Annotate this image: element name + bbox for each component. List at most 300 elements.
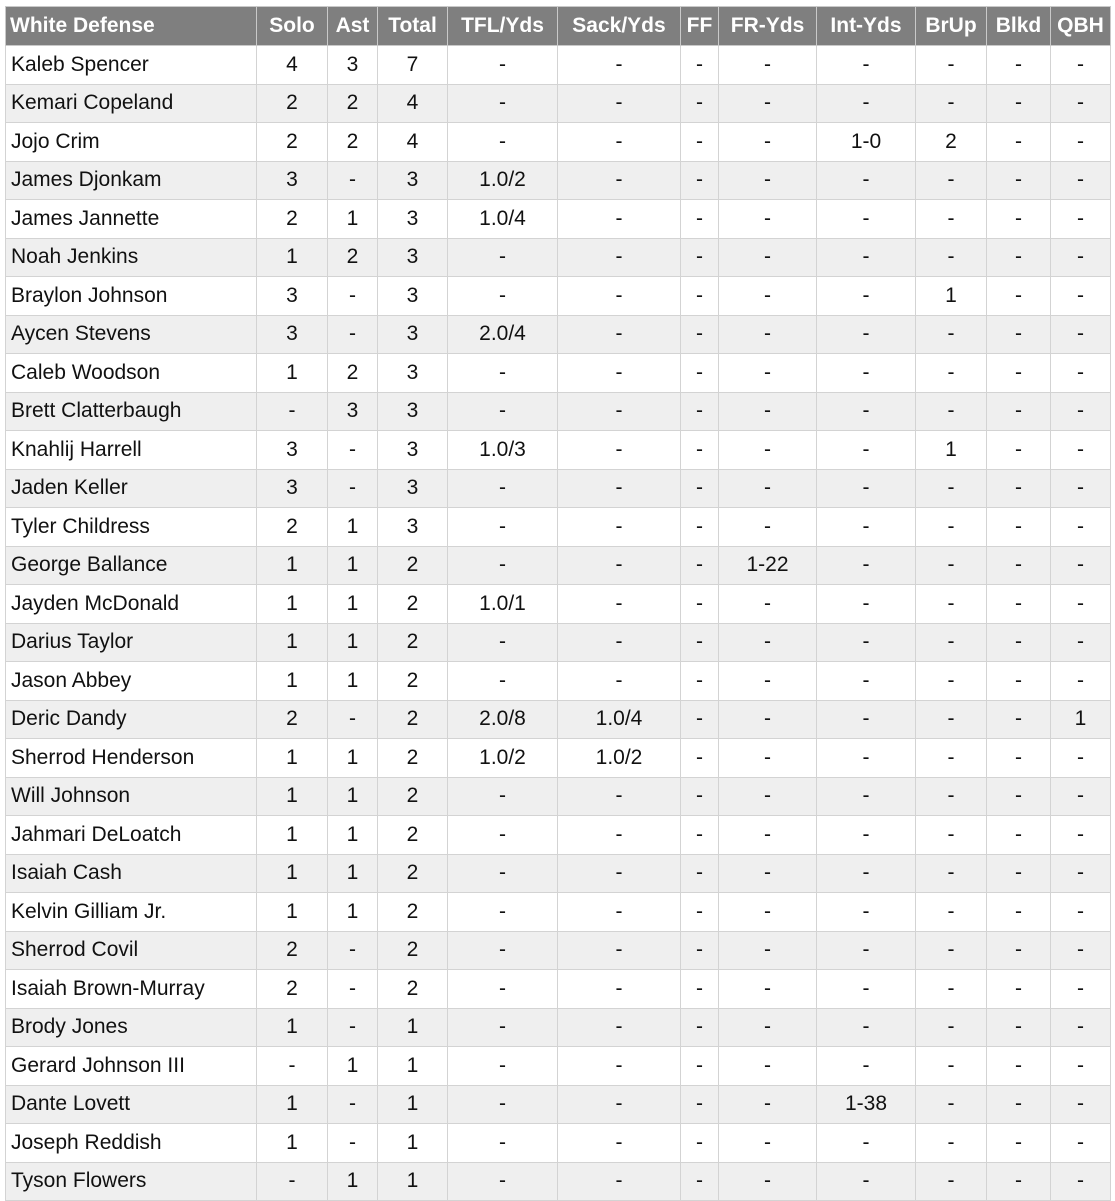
stat-cell: 2	[378, 816, 448, 855]
table-row	[6, 277, 1111, 316]
stat-cell: 4	[378, 84, 448, 123]
stat-cell: 1	[328, 546, 378, 585]
table-row	[6, 315, 1111, 354]
column-header: Solo	[257, 7, 328, 46]
stat-cell: -	[719, 46, 817, 85]
stat-cell: 2	[378, 662, 448, 701]
stat-cell: -	[719, 777, 817, 816]
stat-cell: -	[916, 161, 987, 200]
table-row	[6, 662, 1111, 701]
stat-cell: -	[448, 662, 558, 701]
table-row	[6, 854, 1111, 893]
stat-cell: 3	[257, 469, 328, 508]
stat-cell: -	[558, 777, 681, 816]
stat-cell: -	[987, 315, 1051, 354]
table-row	[6, 1047, 1111, 1086]
stat-cell: -	[681, 970, 719, 1009]
stat-cell: -	[817, 84, 916, 123]
stat-cell: -	[719, 431, 817, 470]
stat-cell: -	[1051, 508, 1111, 547]
stat-cell: 3	[328, 46, 378, 85]
stat-cell: -	[448, 277, 558, 316]
table-row	[6, 508, 1111, 547]
stat-cell: 2	[378, 931, 448, 970]
stat-cell: -	[681, 623, 719, 662]
stat-cell: 2.0/8	[448, 700, 558, 739]
stat-cell: -	[817, 931, 916, 970]
stat-cell: -	[448, 46, 558, 85]
stat-cell: -	[719, 854, 817, 893]
stat-cell: -	[681, 739, 719, 778]
table-row	[6, 585, 1111, 624]
player-name-cell: Joseph Reddish	[6, 1124, 257, 1163]
stat-cell: -	[448, 238, 558, 277]
stat-cell: -	[1051, 1085, 1111, 1124]
stat-cell: -	[681, 84, 719, 123]
column-header: Blkd	[987, 7, 1051, 46]
stat-cell: 3	[257, 315, 328, 354]
stat-cell: -	[719, 123, 817, 162]
table-row	[6, 84, 1111, 123]
stat-cell: -	[817, 1124, 916, 1163]
stat-cell: -	[448, 893, 558, 932]
stat-cell: 1	[1051, 700, 1111, 739]
stat-cell: 1	[378, 1047, 448, 1086]
stat-cell: -	[681, 392, 719, 431]
stat-cell: -	[987, 662, 1051, 701]
stat-cell: -	[448, 508, 558, 547]
stat-cell: -	[448, 84, 558, 123]
stat-cell: 1	[378, 1008, 448, 1047]
column-header: Total	[378, 7, 448, 46]
stat-cell: -	[987, 354, 1051, 393]
stat-cell: -	[558, 123, 681, 162]
stat-cell: -	[916, 893, 987, 932]
stat-cell: 1	[328, 854, 378, 893]
stat-cell: 1-38	[817, 1085, 916, 1124]
stat-cell: -	[328, 431, 378, 470]
stat-cell: -	[328, 469, 378, 508]
stat-cell: 2	[257, 84, 328, 123]
stat-cell: -	[681, 700, 719, 739]
stat-cell: -	[719, 816, 817, 855]
stat-cell: 1	[328, 585, 378, 624]
stat-cell: -	[719, 970, 817, 1009]
stat-cell: -	[719, 84, 817, 123]
table-row	[6, 392, 1111, 431]
stat-cell: -	[987, 777, 1051, 816]
stat-cell: 1.0/2	[558, 739, 681, 778]
stat-cell: 1	[257, 777, 328, 816]
stat-cell: -	[558, 277, 681, 316]
stat-cell: -	[916, 1008, 987, 1047]
stat-cell: 1	[257, 1008, 328, 1047]
stat-cell: -	[817, 816, 916, 855]
stat-cell: -	[916, 1124, 987, 1163]
stat-cell: -	[328, 1008, 378, 1047]
stat-cell: -	[558, 1124, 681, 1163]
stat-cell: -	[817, 315, 916, 354]
stat-cell: -	[1051, 84, 1111, 123]
stat-cell: -	[719, 277, 817, 316]
stat-cell: -	[817, 46, 916, 85]
table-row	[6, 238, 1111, 277]
column-header: FR-Yds	[719, 7, 817, 46]
stat-cell: -	[1051, 354, 1111, 393]
stat-cell: 3	[378, 238, 448, 277]
stat-cell: -	[681, 585, 719, 624]
stat-cell: -	[681, 777, 719, 816]
stat-cell: -	[719, 315, 817, 354]
stat-cell: 1	[257, 1085, 328, 1124]
player-name-cell: Dante Lovett	[6, 1085, 257, 1124]
player-name-cell: Isaiah Brown-Murray	[6, 970, 257, 1009]
stat-cell: -	[448, 1085, 558, 1124]
stat-cell: -	[817, 392, 916, 431]
stat-cell: -	[558, 1047, 681, 1086]
stat-cell: -	[558, 585, 681, 624]
stat-cell: -	[916, 816, 987, 855]
stat-cell: -	[916, 392, 987, 431]
stat-cell: -	[328, 700, 378, 739]
stat-cell: -	[448, 1047, 558, 1086]
stat-cell: -	[681, 816, 719, 855]
player-name-cell: Kaleb Spencer	[6, 46, 257, 85]
stat-cell: -	[916, 315, 987, 354]
stat-cell: -	[817, 161, 916, 200]
stat-cell: 3	[378, 315, 448, 354]
stat-cell: -	[987, 46, 1051, 85]
stat-cell: 2	[257, 508, 328, 547]
stat-cell: 4	[378, 123, 448, 162]
stat-cell: -	[719, 1162, 817, 1201]
stat-cell: -	[558, 623, 681, 662]
stat-cell: 2	[378, 777, 448, 816]
stat-cell: -	[1051, 469, 1111, 508]
stat-cell: 1	[257, 739, 328, 778]
stat-cell: 1	[257, 662, 328, 701]
stat-cell: 1.0/3	[448, 431, 558, 470]
stat-cell: -	[719, 623, 817, 662]
player-name-cell: Sherrod Covil	[6, 931, 257, 970]
column-header: Sack/Yds	[558, 7, 681, 46]
table-row	[6, 161, 1111, 200]
player-name-cell: James Jannette	[6, 200, 257, 239]
stat-cell: -	[817, 777, 916, 816]
stat-cell: -	[448, 816, 558, 855]
stat-cell: 2	[378, 585, 448, 624]
table-row	[6, 469, 1111, 508]
stat-cell: -	[1051, 392, 1111, 431]
stat-cell: -	[257, 392, 328, 431]
table-row	[6, 1085, 1111, 1124]
stat-cell: 2.0/4	[448, 315, 558, 354]
stat-cell: -	[817, 277, 916, 316]
stat-cell: -	[1051, 893, 1111, 932]
stat-cell: -	[681, 1047, 719, 1086]
stat-cell: -	[558, 662, 681, 701]
header-row	[6, 7, 1111, 46]
stat-cell: -	[558, 1085, 681, 1124]
stat-cell: -	[328, 277, 378, 316]
stat-cell: 1	[916, 277, 987, 316]
stat-cell: -	[719, 392, 817, 431]
stat-cell: -	[448, 123, 558, 162]
stat-cell: 2	[257, 123, 328, 162]
column-header: Ast	[328, 7, 378, 46]
stat-cell: -	[1051, 1008, 1111, 1047]
table-row	[6, 623, 1111, 662]
stat-cell: -	[916, 84, 987, 123]
stat-cell: 1.0/2	[448, 739, 558, 778]
table-row	[6, 1162, 1111, 1201]
table-row	[6, 700, 1111, 739]
player-name-cell: Sherrod Henderson	[6, 739, 257, 778]
stat-cell: -	[1051, 431, 1111, 470]
stat-cell: -	[719, 1085, 817, 1124]
stat-cell: -	[681, 1085, 719, 1124]
stat-cell: -	[328, 931, 378, 970]
stat-cell: -	[558, 854, 681, 893]
stat-cell: 2	[328, 354, 378, 393]
stat-cell: 1-0	[817, 123, 916, 162]
stat-cell: 2	[257, 200, 328, 239]
stat-cell: -	[987, 1124, 1051, 1163]
stat-cell: -	[987, 700, 1051, 739]
stat-cell: -	[558, 1008, 681, 1047]
stat-cell: 1	[328, 893, 378, 932]
stat-cell: -	[257, 1162, 328, 1201]
stat-cell: 1	[328, 1162, 378, 1201]
stat-cell: -	[448, 1124, 558, 1163]
stat-cell: -	[1051, 315, 1111, 354]
stat-cell: -	[719, 739, 817, 778]
stat-cell: -	[558, 816, 681, 855]
stat-cell: 1	[328, 1047, 378, 1086]
stat-cell: -	[328, 970, 378, 1009]
stat-cell: 1	[328, 777, 378, 816]
stat-cell: -	[987, 469, 1051, 508]
stat-cell: -	[916, 854, 987, 893]
stat-cell: -	[681, 1008, 719, 1047]
stat-cell: -	[719, 469, 817, 508]
stat-cell: -	[719, 931, 817, 970]
stat-cell: -	[1051, 46, 1111, 85]
stat-cell: -	[916, 700, 987, 739]
stat-cell: 1	[378, 1162, 448, 1201]
stat-cell: 1	[328, 623, 378, 662]
stat-cell: 3	[378, 200, 448, 239]
table-row	[6, 431, 1111, 470]
stat-cell: 1	[257, 238, 328, 277]
stat-cell: -	[916, 623, 987, 662]
stat-cell: 3	[378, 469, 448, 508]
stat-cell: -	[817, 469, 916, 508]
stat-cell: -	[328, 161, 378, 200]
table-row	[6, 893, 1111, 932]
stat-cell: 3	[328, 392, 378, 431]
stat-cell: -	[719, 700, 817, 739]
stat-cell: -	[681, 893, 719, 932]
stat-cell: -	[681, 161, 719, 200]
stat-cell: -	[987, 123, 1051, 162]
stat-cell: -	[719, 1124, 817, 1163]
stat-cell: -	[817, 238, 916, 277]
player-name-cell: Will Johnson	[6, 777, 257, 816]
stat-cell: -	[916, 777, 987, 816]
stat-cell: -	[916, 585, 987, 624]
stat-cell: -	[681, 1124, 719, 1163]
stat-cell: 2	[378, 623, 448, 662]
stat-cell: -	[987, 1047, 1051, 1086]
stat-cell: 2	[378, 970, 448, 1009]
stat-cell: -	[681, 46, 719, 85]
stat-cell: 1	[328, 200, 378, 239]
stat-cell: -	[558, 431, 681, 470]
stat-cell: -	[987, 546, 1051, 585]
stat-cell: -	[916, 1162, 987, 1201]
stat-cell: -	[558, 546, 681, 585]
stat-cell: -	[817, 662, 916, 701]
table-row	[6, 46, 1111, 85]
stat-cell: 1.0/2	[448, 161, 558, 200]
table-row	[6, 931, 1111, 970]
player-name-cell: James Djonkam	[6, 161, 257, 200]
stat-cell: -	[987, 1085, 1051, 1124]
stat-cell: -	[1051, 546, 1111, 585]
stat-cell: -	[681, 546, 719, 585]
stat-cell: -	[448, 546, 558, 585]
player-name-cell: Jayden McDonald	[6, 585, 257, 624]
stat-cell: -	[328, 1085, 378, 1124]
stat-cell: -	[257, 1047, 328, 1086]
table-body	[6, 46, 1111, 1201]
stat-cell: -	[558, 354, 681, 393]
stat-cell: -	[719, 161, 817, 200]
table-row	[6, 1008, 1111, 1047]
stat-cell: -	[987, 623, 1051, 662]
stat-cell: -	[916, 662, 987, 701]
stat-cell: -	[681, 854, 719, 893]
stat-cell: -	[719, 354, 817, 393]
player-name-cell: Darius Taylor	[6, 623, 257, 662]
stat-cell: -	[448, 931, 558, 970]
table-row	[6, 816, 1111, 855]
stat-cell: 2	[257, 700, 328, 739]
stat-cell: -	[1051, 238, 1111, 277]
stat-cell: -	[987, 970, 1051, 1009]
stat-cell: 1	[257, 354, 328, 393]
player-name-cell: Brody Jones	[6, 1008, 257, 1047]
stat-cell: 2	[257, 931, 328, 970]
stat-cell: 1	[328, 739, 378, 778]
column-header: Int-Yds	[817, 7, 916, 46]
stat-cell: -	[681, 354, 719, 393]
stat-cell: -	[916, 508, 987, 547]
table-row	[6, 739, 1111, 778]
stat-cell: -	[558, 970, 681, 1009]
table-row	[6, 123, 1111, 162]
player-name-cell: Aycen Stevens	[6, 315, 257, 354]
stat-cell: -	[987, 739, 1051, 778]
stat-cell: 1-22	[719, 546, 817, 585]
stat-cell: -	[719, 585, 817, 624]
player-name-cell: Deric Dandy	[6, 700, 257, 739]
stat-cell: -	[681, 277, 719, 316]
stat-cell: -	[817, 1008, 916, 1047]
table-header	[6, 7, 1111, 46]
stat-cell: -	[1051, 1124, 1111, 1163]
player-name-cell: Knahlij Harrell	[6, 431, 257, 470]
table-row	[6, 200, 1111, 239]
column-header-player: White Defense	[6, 7, 257, 46]
stat-cell: 3	[257, 277, 328, 316]
stat-cell: -	[448, 392, 558, 431]
stat-cell: -	[558, 392, 681, 431]
stat-cell: -	[987, 161, 1051, 200]
stat-cell: -	[987, 431, 1051, 470]
stat-cell: -	[1051, 816, 1111, 855]
column-header: TFL/Yds	[448, 7, 558, 46]
stat-cell: -	[916, 739, 987, 778]
player-name-cell: Gerard Johnson III	[6, 1047, 257, 1086]
stat-cell: -	[681, 200, 719, 239]
stat-cell: -	[681, 431, 719, 470]
stat-cell: -	[817, 893, 916, 932]
stat-cell: -	[719, 1008, 817, 1047]
stat-cell: -	[817, 854, 916, 893]
stat-cell: -	[987, 508, 1051, 547]
stat-cell: -	[328, 1124, 378, 1163]
stat-cell: -	[987, 931, 1051, 970]
stat-cell: -	[1051, 662, 1111, 701]
stat-cell: -	[916, 469, 987, 508]
stat-cell: -	[916, 354, 987, 393]
stat-cell: -	[1051, 1047, 1111, 1086]
stat-cell: -	[448, 623, 558, 662]
stat-cell: -	[817, 700, 916, 739]
stat-cell: 2	[916, 123, 987, 162]
stat-cell: -	[448, 354, 558, 393]
stat-cell: 3	[378, 354, 448, 393]
stat-cell: -	[1051, 200, 1111, 239]
stat-cell: 1	[378, 1124, 448, 1163]
stat-cell: -	[987, 1008, 1051, 1047]
stat-cell: -	[558, 161, 681, 200]
column-header: FF	[681, 7, 719, 46]
player-name-cell: Caleb Woodson	[6, 354, 257, 393]
stat-cell: -	[558, 46, 681, 85]
stat-cell: -	[681, 931, 719, 970]
stat-cell: 2	[328, 123, 378, 162]
stat-cell: 3	[257, 431, 328, 470]
stat-cell: -	[1051, 777, 1111, 816]
stat-cell: -	[558, 508, 681, 547]
stat-cell: -	[1051, 277, 1111, 316]
stat-cell: -	[558, 84, 681, 123]
stat-cell: -	[916, 1085, 987, 1124]
stat-cell: -	[1051, 1162, 1111, 1201]
stat-cell: -	[1051, 854, 1111, 893]
stat-cell: -	[817, 1162, 916, 1201]
stat-cell: 3	[378, 508, 448, 547]
stat-cell: -	[817, 546, 916, 585]
stat-cell: -	[817, 585, 916, 624]
stat-cell: -	[558, 893, 681, 932]
stat-cell: 3	[257, 161, 328, 200]
stat-cell: 2	[378, 700, 448, 739]
player-name-cell: Kemari Copeland	[6, 84, 257, 123]
